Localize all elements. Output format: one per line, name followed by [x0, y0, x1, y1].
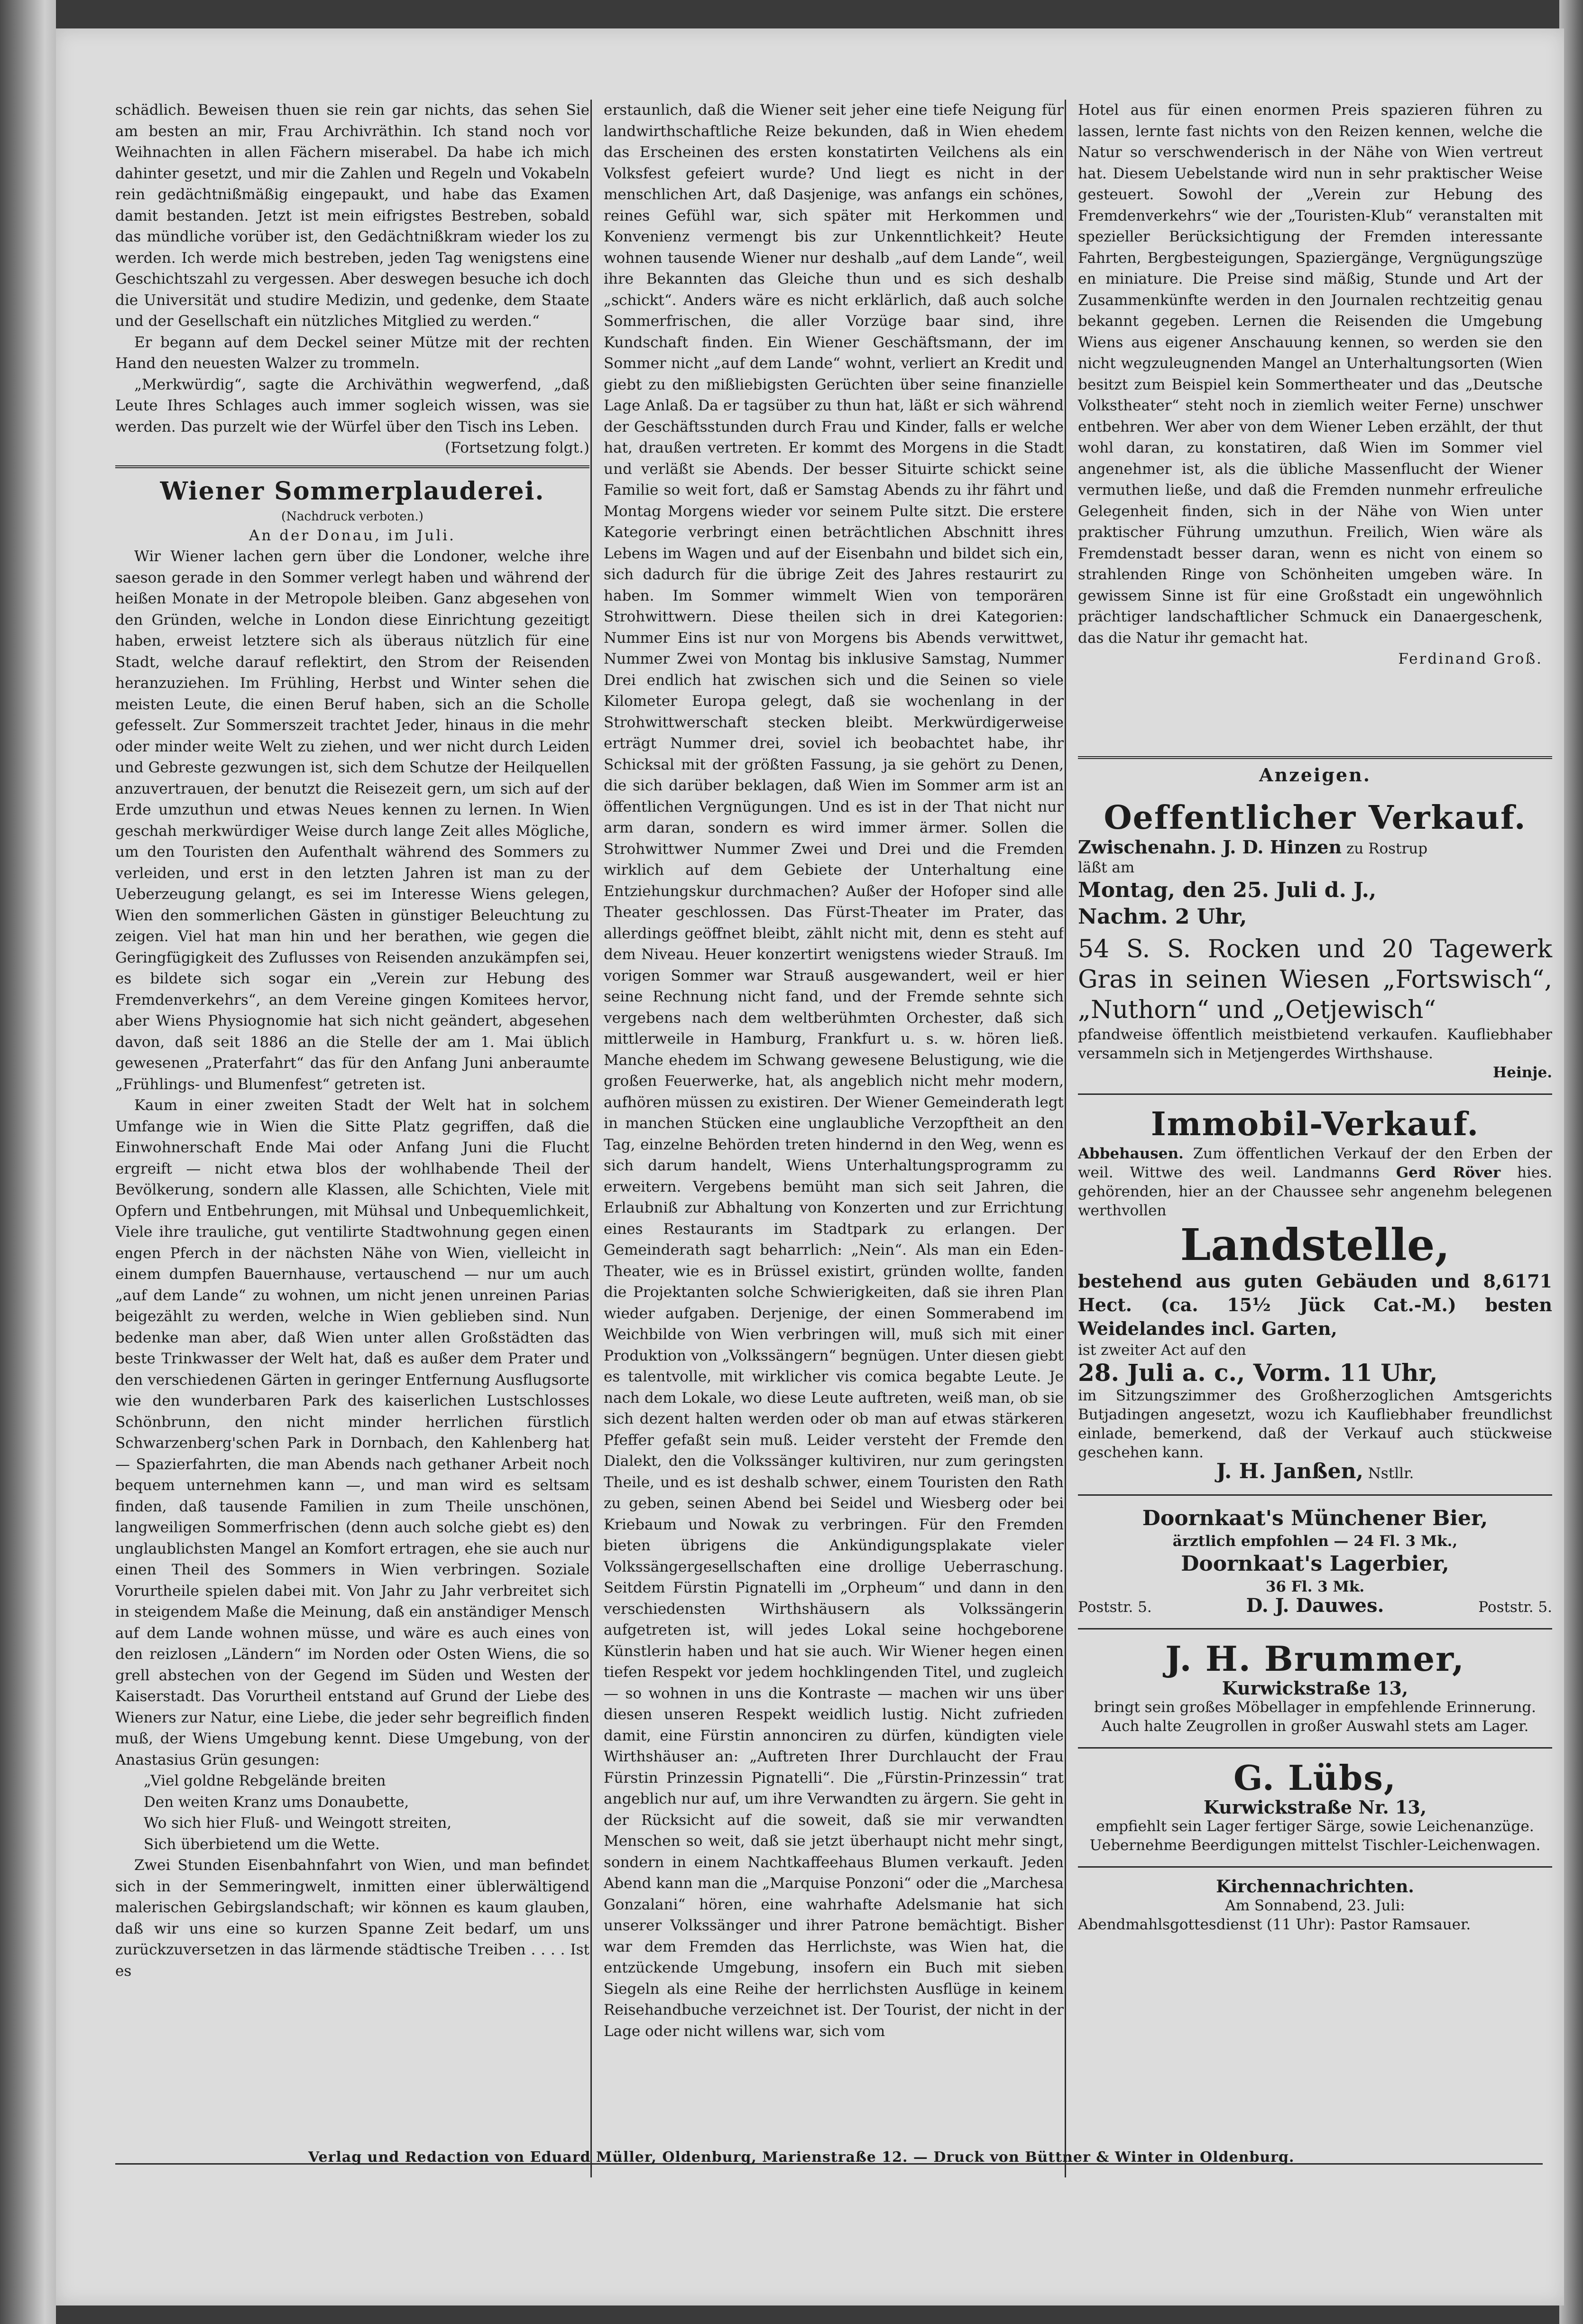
- ad-description: bestehend aus guten Gebäuden und 8,6171 Hect. (ca. 15½ Jück Cat.-M.) besten Weidelandes incl. Garten,: [1078, 1270, 1552, 1339]
- ad-signature: Heinje.: [1492, 1064, 1552, 1081]
- serial-paragraph: Er begann auf dem Deckel seiner Mütze mit der rechten Hand den neuesten Walzer zu trommeln.: [115, 333, 589, 372]
- ad-public-sale: [1078, 795, 1552, 1087]
- ad-rule: [1078, 1628, 1552, 1630]
- ad-place: Abbehausen.: [1078, 1145, 1184, 1162]
- ad-title: Doornkaat's Münchener Bier,: [1142, 1506, 1488, 1530]
- column-2: [589, 100, 1064, 2163]
- ad-text: 36 Fl. 3 Mk.: [1265, 1578, 1365, 1595]
- ad-title: J. H. Brummer,: [1165, 1639, 1465, 1679]
- verse-line: Sich überbietend um die Wette.: [144, 1835, 380, 1853]
- ad-luebs: [1078, 1755, 1552, 1860]
- ad-title: Doornkaat's Lagerbier,: [1181, 1552, 1449, 1576]
- dateline: An der Donau, im Juli.: [249, 527, 456, 544]
- ad-text: Zum öffentlichen Verkauf der den Erben der weil. Wittwe des weil. Landmanns: [1078, 1145, 1553, 1181]
- church-line: Am Sonnabend, 23. Juli:: [1225, 1897, 1405, 1914]
- section-rule: [115, 465, 589, 468]
- ad-body: im Sitzungszimmer des Großherzoglichen Amtsgerichts Butjadingen angesetzt, wozu ich Kaufliebhaber freundlichst einlade, bemerkend, daß der Verkauf auch stückweise geschehen kann.: [1078, 1387, 1552, 1461]
- ad-signature-suffix: Nstllr.: [1368, 1465, 1414, 1482]
- continued-note: (Fortsetzung folgt.): [445, 439, 589, 456]
- church-news: [1078, 1874, 1552, 1939]
- ad-text: hies. gehörenden, hier an der Chaussee sehr angenehm belegenen werthvollen: [1078, 1164, 1553, 1219]
- article-title: Wiener Sommerplauderei.: [160, 476, 545, 506]
- ad-street: Kurwickstraße 13,: [1222, 1677, 1408, 1699]
- ad-name: Gerd Röver: [1396, 1164, 1501, 1181]
- ad-rule: [1078, 1093, 1552, 1095]
- ad-brummer: [1078, 1636, 1552, 1741]
- newspaper-page: [56, 28, 1564, 2305]
- church-title: Kirchennachrichten.: [1216, 1877, 1414, 1897]
- verse-line: Wo sich hier Fluß- und Weingott streiten,: [144, 1815, 452, 1832]
- ad-address: Poststr. 5.: [1078, 1599, 1152, 1616]
- verse-line: Den weiten Kranz ums Donaubette,: [144, 1793, 409, 1811]
- ad-body: pfandweise öffentlich meistbietend verkaufen. Kaufliebhaber versammeln sich in Metjengerdes Wirthshause.: [1078, 1026, 1552, 1062]
- ad-place: Zwischenahn. J. D. Hinzen: [1078, 836, 1342, 858]
- ad-text: ärztlich empfohlen — 24 Fl. 3 Mk.,: [1172, 1533, 1458, 1550]
- ad-big-word: Landstelle,: [1180, 1219, 1450, 1270]
- ad-address: Poststr. 5.: [1478, 1599, 1552, 1616]
- ad-body-large: 54 S. S. Rocken und 20 Tagewerk Gras in seinen Wiesen „Fortswisch“, „Nuthorn“ und „Oetjewisch“: [1078, 935, 1552, 1024]
- ad-body: empfiehlt sein Lager fertiger Särge, sowie Leichenanzüge.: [1096, 1818, 1534, 1835]
- ad-text: ist zweiter Act auf den: [1078, 1342, 1246, 1359]
- binding-edge: [0, 0, 56, 2324]
- ad-text: läßt am: [1078, 859, 1135, 876]
- column-3: [1064, 100, 1543, 768]
- serial-paragraph: „Merkwürdig“, sagte die Archiväthin wegwerfend, „daß Leute Ihres Schlages auch immer sogleich wissen, was sie werden. Das purzelt wie der Würfel über den Tisch ins Leben.: [115, 376, 589, 435]
- ad-date: Montag, den 25. Juli d. J.,: [1078, 878, 1377, 902]
- ad-time: Nachm. 2 Uhr,: [1078, 905, 1247, 929]
- ad-street: Kurwickstraße Nr. 13,: [1203, 1796, 1427, 1818]
- article-author: Ferdinand Groß.: [1398, 650, 1543, 667]
- article-paragraph: erstaunlich, daß die Wiener seit jeher eine tiefe Neigung für landwirthschaftliche Reize bekunden, daß in Wien ehedem das Erscheinen des ersten konstatirten Veilchens als ein Volksfest gefeiert wurde? Und liegt es nicht in der menschlichen Art, daß Dasjenige, was anfangs ein schönes, reines Gefühl war, sich später mit Herkommen und Konvenienz vermengt bis zur Unkenntlichkeit? Heute wohnen tausende Wiener nur deshalb „auf dem Lande“, weil ihre Bekannten das Gleiche thun und es sich deshalb „schickt“. Anders wäre es nicht erklärlich, daß auch solche Sommerfrischen, die aller Vorzüge baar sind, ihre Kundschaft finden. Ein Wiener Geschäftsmann, der im Sommer nicht „auf dem Lande“ wohnt, verliert an Kredit und giebt zu den mißliebigsten Gerüchten über seine finanzielle Lage Anlaß. Da er tagsüber zu thun hat, läßt er sich während der Geschäftsstunden durch Frau und Kinder, falls er welche hat, draußen vertreten. Er kommt des Morgens in die Stadt und verläßt sie Abends. Der besser Situirte schickt seine Familie so weit fort, daß er Samstag Abends zu ihr fährt und Montag Morgens wieder vor seinem Pulte sitzt. Die erstere Kategorie verbringt einen beträchtlichen Abschnitt ihres Lebens im Wagen und auf der Eisenbahn und bildet sich ein, sich dadurch für die übrige Zeit des Jahres restaurirt zu haben. Im Sommer wimmelt Wien von temporären Strohwittwern. Diese theilen sich in drei Kategorien: Nummer Eins ist nur von Morgens bis Abends verwittwet, Nummer Zwei von Montag bis inklusive Samstag, Nummer Drei endlich hat zwischen sich und die Seinen so viele Kilometer Europa gelegt, daß sie wochenlang in der Strohwittwerschaft stecken bleibt. Merkwürdigerweise erträgt Nummer drei, soviel ich beobachtet habe, ihr Schicksal mit der größten Fassung, ja sie gehört zu Denen, die sich darüber beklagen, daß Wien im Sommer arm ist an öffentlichen Vergnügungen. Und es ist in der That nicht nur arm daran, sondern es wird immer ärmer. Sollen die Strohwittwer Nummer Zwei und Drei und die Fremden wirklich auf dem Gebiete der Unterhaltung eine Entziehungskur durchmachen? Außer der Hofoper sind alle Theater geschlossen. Das Fürst-Theater im Prater, das allerdings geöffnet bleibt, zählt nicht mit, denn es steht auf dem Niveau. Heuer konzertirt wenigstens wieder Strauß. Im vorigen Sommer war Strauß ausgewandert, weil er hier seine Rechnung nicht fand, und der Fremde sehnte sich vergebens nach dem weltberühmten Orchester, daß sich mittlerweile in Hamburg, Frankfurt u. s. w. hören ließ. Manche ehedem im Schwang gewesene Belustigung, wie die großen Feuerwerke, hat, als angeblich nicht mehr modern, aufhören müssen zu existiren. Der Wiener Gemeinderath legt in manchen Stücken eine unglaubliche Verzopftheit an den Tag, einzelne Behörden treten hindernd in den Weg, wenn es sich darum handelt, Wiens Unterhaltungsprogramm zu erweitern. Vergebens bemüht man sich seit Jahren, die Erlaubniß zur Abhaltung von Konzerten und zur Errichtung eines Restaurants im Stadtpark zu erlangen. Der Gemeinderath sagt beharrlich: „Nein“. Als man ein Eden-Theater, wie es in Brüssel existirt, gründen wollte, fanden die Projektanten solche Schwierigkeiten, daß sie ihren Plan wieder aufgaben. Derjenige, der einen Sommerabend im Weichbilde von Wien verbringen will, muß sich mit einer Produktion von „Volkssängern“ begnügen. Unter diesen giebt es talentvolle, mit wirklicher vis comica begabte Leute. Je nach dem Lokale, wo diese Leute auftreten, weiß man, ob sie sich dezent halten werden oder ob man auf etwas stärkeren Pfeffer gefaßt sein muß. Leider versteht der Fremde den Dialekt, den die Volkssänger kultiviren, nur zum geringsten Theile, und es ist deshalb schwer, einem Touristen den Rath zu geben, seinen Abend bei Seidel und Wiesberg oder bei Kriebaum und Nowak zu verbringen. Für den Fremden bieten übrigens die Ankündigungsplakate vieler Volkssängergesellschaften eine drollige Ueberraschung. Seitdem Fürstin Pignatelli im „Orpheum“ und dann in den verschiedensten Wirthshäusern als Volkssängerin aufgetreten ist, will jedes Lokal seine hochgeborene Künstlerin haben und hat sie auch. Wir Wiener hegen einen tiefen Respekt vor jedem hochklingenden Titel, und zugleich — so wohnen in uns die Kontraste — machen wir uns über diesen unseren Respekt weidlich lustig. Nicht zufrieden damit, eine Fürstin annonciren zu dürfen, kündigten viele Wirthshäuser an: „Auftreten Ihrer Durchlaucht der Frau Fürstin Prinzessin Pignatelli“. Die „Fürstin-Prinzessin“ trat angeblich nur auf, um ihre Verwandten zu ärgern. Sie geht in der Rücksicht auf die soweit, daß sie mir verwandten Menschen so weit, daß sie jetzt überhaupt nicht mehr singt, sondern in einem Nachtkaffeehaus Blumen verkauft. Jeden Abend kann man die „Marquise Ponzoni“ oder die „Marchesa Gonzalani“ hören, eine wahrhafte Adelsmanie hat sich unserer Volkssänger und ihrer Patrone bemächtigt. Bisher war dem Fremden das Herrlichste, was Wien hat, die entzückende Umgebung, insofern ein Buch mit sieben Siegeln als eine Reihe der herrlichsten Ausflüge in keinem Reisehandbuche verzeichnet ist. Der Tourist, der nicht in der Lage oder nicht willens war, sich vom: [604, 102, 1064, 2040]
- column-1: [115, 100, 589, 2163]
- article-paragraph: Zwei Stunden Eisenbahnfahrt von Wien, und man befindet sich in der Semmeringwelt, inmitten einer üblerwältigend malerischen Gebirgslandschaft; wir können es kaum glauben, daß wir uns eine so kurzen Spanne Zeit bedarf, um uns zurückzuversetzen in das lärmende städtische Treiben . . . . Ist es: [115, 1857, 589, 1980]
- ad-text: zu Rostrup: [1346, 840, 1428, 857]
- church-line: Abendmahlsgottesdienst (11 Uhr): Pastor Ramsauer.: [1078, 1916, 1471, 1933]
- ad-title: Oeffentlicher Verkauf.: [1104, 799, 1527, 837]
- article-paragraph: Kaum in einer zweiten Stadt der Welt hat in solchem Umfange wie in Wien die Sitte Platz gegriffen, daß die Einwohnerschaft Ende Mai oder Anfang Juni die Flucht ergreift — nicht etwa blos der wohlhabende Theil der Bevölkerung, sondern alle Klassen, alle Schichten, Viele mit Opfern und Entbehrungen, mit Mühsal und Unbequemlichkeit, Viele ihre trauliche, gut ventilirte Stadtwohnung gegen einen engen Pferch in der nächsten Nähe von Wien, vielleicht in einem dumpfen Bauernhause, vertauschend — nur um auch „auf dem Lande“ zu wohnen, um nicht jenen unreinen Parias beigezählt zu werden, welche in Wien geblieben sind. Nun bedenke man aber, daß Wien unter allen Großstädten das beste Trinkwasser der Welt hat, daß es außer dem Prater und den verschiedenen Gärten in geringer Entfernung Ausflugsorte wie den wunderbaren Park des kaiserlichen Lustschlosses Schönbrunn, den nicht minder herrlichen fürstlich Schwarzenberg'schen Park in Dornbach, den Kahlenberg hat — Spazierfahrten, die man Abends nach gethaner Arbeit noch bequem unternehmen kann —, und man wird es seltsam finden, daß tausende Familien in zum Theile unschönen, langweiligen Sommerfrischen (denn auch solche giebt es) den unglaublichsten Mangel an Komfort ertragen, ehe sie auch nur einen Theil des Sommers in Wien verbringen. Soziale Vorurtheile spielen dabei mit. Von Jahr zu Jahr verbreitet sich in steigendem Maße die Meinung, daß ein anständiger Mensch auf dem Lande wohnen müsse, und wäre es auch eines von den reizlosen „Ländern“ im Norden oder Osten Wiens, die so grell abstechen von der Gegend im Süden und Westen der Kaiserstadt. Das Vorurtheil entstand auf Grund der Liebe des Wieners zur Natur, eine Liebe, die jeder sehr begreiflich finden muß, der Wiens Umgebung kennt. Diese Umgebung, von der Anastasius Grün gesungen:: [115, 1097, 589, 1768]
- ad-body: Uebernehme Beerdigungen mittelst Tischler-Leichenwagen.: [1089, 1837, 1541, 1854]
- ad-title: Immobil-Verkauf.: [1150, 1105, 1480, 1143]
- ad-rule: [1078, 1494, 1552, 1496]
- ad-immobil: [1078, 1102, 1552, 1488]
- ad-rule: [1078, 1866, 1552, 1868]
- advertisements: [1078, 750, 1552, 2173]
- ads-header: Anzeigen.: [1259, 764, 1371, 786]
- ad-title: G. Lübs,: [1233, 1758, 1397, 1798]
- article-paragraph: Hotel aus für einen enormen Preis spazieren führen zu lassen, lernte fast nichts von den Reizen kennen, welche die Natur so verschwenderisch in der Nähe von Wien vertreut hat. Diesem Uebelstande wird nun in sehr praktischer Weise gesteuert. Sowohl der „Verein zur Hebung des Fremdenverkehrs“ wie der „Touristen-Klub“ veranstalten mit spezieller Berücksichtigung der Fremden interessante Fahrten, Bergbesteigungen, Spaziergänge, Vergnügungszüge en miniature. Die Preise sind mäßig, Stunde und Art der Zusammenkünfte werden in den Journalen rechtzeitig genau bekannt gegeben. Lernen die Reisenden die Umgebung Wiens aus eigener Anschauung kennen, so werden sie den nicht wegzuleugnenden Mangel an Unterhaltungsorten (Wien besitzt zum Beispiel kein Sommertheater und das „Deutsche Volkstheater“ steht noch in ziemlich weiter Ferne) unschwer entbehren. Wer aber von dem Wiener Leben erzählt, der thut wohl daran, zu konstatiren, daß Wien im Sommer viel angenehmer ist, als die übliche Massenflucht der Wiener vermuthen ließe, und daß die Fremden nunmehr erfreuliche Gelegenheit finden, sich in der Nähe von Wien unter praktischer Führung umzuthun. Freilich, Wien wäre als Fremdenstadt besser daran, wenn es nicht von einem so strahlenden Ringe von Schönheiten umgeben wäre. In gewissem Sinne ist für eine Großstadt ein ungewöhnlich prächtiger landschaftlicher Schmuck ein Danaergeschenk, das die Natur ihr gemacht hat.: [1078, 102, 1543, 647]
- verse-line: „Viel goldne Rebgelände breiten: [144, 1772, 386, 1789]
- ad-signature: J. H. Janßen,: [1216, 1459, 1363, 1483]
- imprint-footer: Verlag und Redaction von Eduard Müller, Oldenburg, Marienstraße 12. — Druck von Büttner & Winter in Oldenburg.: [308, 2149, 1295, 2166]
- ad-date: 28. Juli a. c., Vorm. 11 Uhr,: [1078, 1359, 1438, 1387]
- reprint-note: (Nachdruck verboten.): [281, 509, 423, 524]
- ad-signature: D. J. Dauwes.: [1246, 1594, 1384, 1617]
- ad-doornkaat: [1078, 1502, 1552, 1621]
- ads-top-rule: [1078, 756, 1552, 759]
- serial-paragraph: schädlich. Beweisen thuen sie rein gar nichts, das sehen Sie am besten an mir, Frau Archivräthin. Ich stand noch vor Weihnachten in allen Fächern miserabel. Da habe ich mich dahinter gesetzt, und mir die Zahlen und Regeln und Vokabeln rein gedächtnißmäßig eingepaukt, und habe das Examen damit bestanden. Jetzt ist mein eifrigstes Bestreben, sobald das mündliche vorüber ist, den Gedächtnißkram wieder los zu werden. Ich werde mich bestreben, jeden Tag wenigstens eine Geschichtszahl zu vergessen. Aber deswegen besuche ich doch die Universität und studire Medizin, und gedenke, dem Staate und der Gesellschaft ein nützliches Mitglied zu werden.“: [115, 102, 589, 330]
- ad-body: bringt sein großes Möbellager in empfehlende Erinnerung. Auch halte Zeugrollen in großer Auswahl stets am Lager.: [1094, 1699, 1537, 1735]
- ad-rule: [1078, 1747, 1552, 1749]
- article-paragraph: Wir Wiener lachen gern über die Londoner, welche ihre saeson gerade in den Sommer verlegt haben und während der heißen Monate in der Metropole bleiben. Ganz abgesehen von den Gründen, welche in London diese Einrichtung gezeitigt haben, erweist letztere sich als überaus nützlich für eine Stadt, welche darauf reflektirt, den Strom der Reisenden heranzuziehen. Im Frühling, Herbst und Winter sehen die meisten Leute, die einen Beruf haben, sich an die Scholle gefesselt. Zur Sommerszeit trachtet Jeder, hinaus in die mehr oder minder weite Welt zu ziehen, und wer nicht durch Leiden und Gebreste gezwungen ist, sich dem Schutze der Heilquellen anzuvertrauen, der benutzt die Reisezeit gern, um sich auf der Erde umzuthun und etwas Neues kennen zu lernen. In Wien geschah merkwürdiger Weise durch lange Zeit alles Mögliche, um den Touristen den Aufenthalt während des Sommers zu verleiden, und erst in den letzten Jahren ist man zu der Ueberzeugung gelangt, es sei im Interesse Wiens gelegen, Wien den sommerlichen Gästen in günstiger Beleuchtung zu zeigen. Viel hat man hin und her berathen, wie gegen die Geringfügigkeit des Zuflusses von Reisenden anzukämpfen sei, es bildete sich sogar ein „Verein zur Hebung des Fremdenverkehrs“, an dem Vereine gingen Komitees hervor, aber Wiens Physiognomie hat sich nicht geändert, abgesehen davon, daß seit 1886 an die Stelle der am 1. Mai üblich gewesenen „Praterfahrt“ das für den Anfang Juni anberaumte „Frühlings- und Blumenfest“ getreten ist.: [115, 548, 589, 1093]
